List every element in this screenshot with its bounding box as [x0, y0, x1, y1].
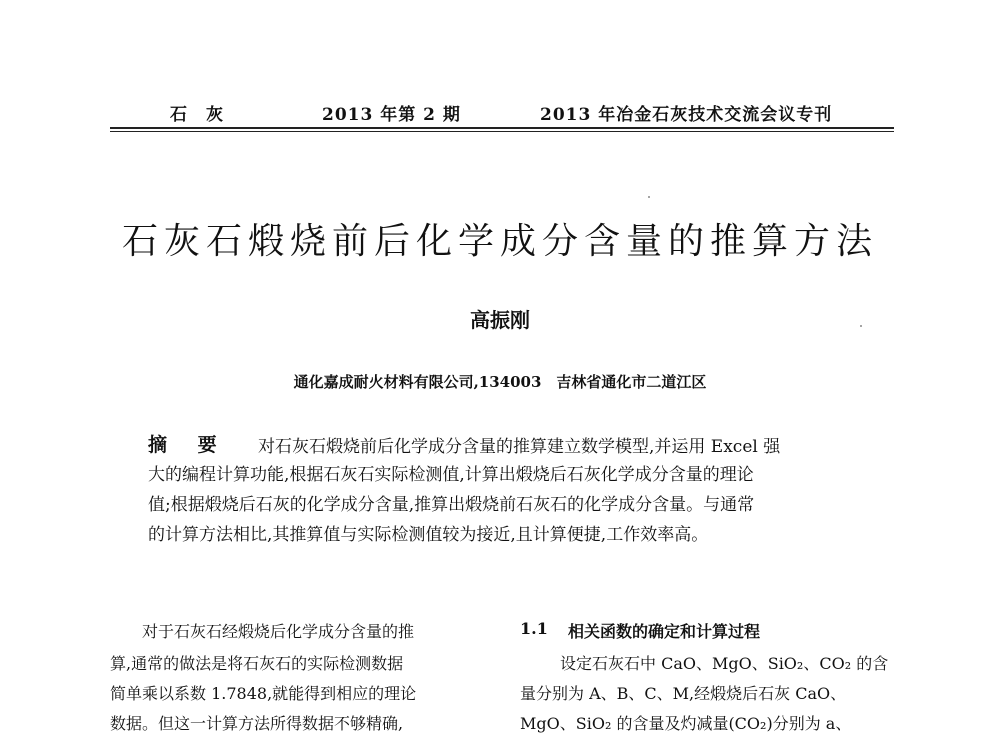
special-issue: 2013 年冶金石灰技术交流会议专刊: [540, 105, 833, 125]
abstract-label: 摘 要: [148, 434, 229, 456]
body-left-line-3: 简单乘以系数 1.7848,就能得到相应的理论: [110, 684, 417, 703]
abstract-line-1: 对石灰石煅烧前后化学成分含量的推算建立数学模型,并运用 Excel 强: [258, 437, 781, 457]
article-title: 石灰石煅烧前后化学成分含量的推算方法: [121, 221, 878, 262]
body-left-line-4: 数据。但这一计算方法所得数据不够精确,: [110, 714, 404, 733]
affiliation: 通化嘉成耐火材料有限公司,134003 吉林省通化市二道江区: [293, 373, 707, 391]
abstract-line-3: 值;根据煅烧后石灰的化学成分含量,推算出煅烧前石灰石的化学成分含量。与通常: [148, 495, 755, 515]
header-rule-thick: [110, 127, 894, 129]
abstract-line-4: 的计算方法相比,其推算值与实际检测值较为接近,且计算便捷,工作效率高。: [148, 525, 709, 545]
body-right-line-2: 量分别为 A、B、C、M,经煅烧后石灰 CaO、: [520, 684, 847, 703]
issue-number: 2013 年第 2 期: [322, 105, 461, 125]
body-left-line-1: 对于石灰石经煅烧后化学成分含量的推: [142, 622, 415, 641]
body-right-line-3: MgO、SiO₂ 的含量及灼减量(CO₂)分别为 a、: [520, 714, 852, 733]
body-left-line-2: 算,通常的做法是将石灰石的实际检测数据: [110, 654, 404, 673]
section-number: 1.1: [520, 619, 548, 638]
scan-speck: [860, 325, 862, 327]
body-right-line-1: 设定石灰石中 CaO、MgO、SiO₂、CO₂ 的含: [560, 654, 889, 673]
scan-speck: [648, 196, 650, 198]
journal-name: 石 灰: [170, 105, 224, 125]
section-title: 相关函数的确定和计算过程: [568, 622, 761, 641]
author-name: 高振刚: [470, 308, 530, 332]
header-rule-thin: [110, 131, 894, 132]
abstract-line-2: 大的编程计算功能,根据石灰石实际检测值,计算出煅烧后石灰化学成分含量的理论: [148, 465, 754, 485]
